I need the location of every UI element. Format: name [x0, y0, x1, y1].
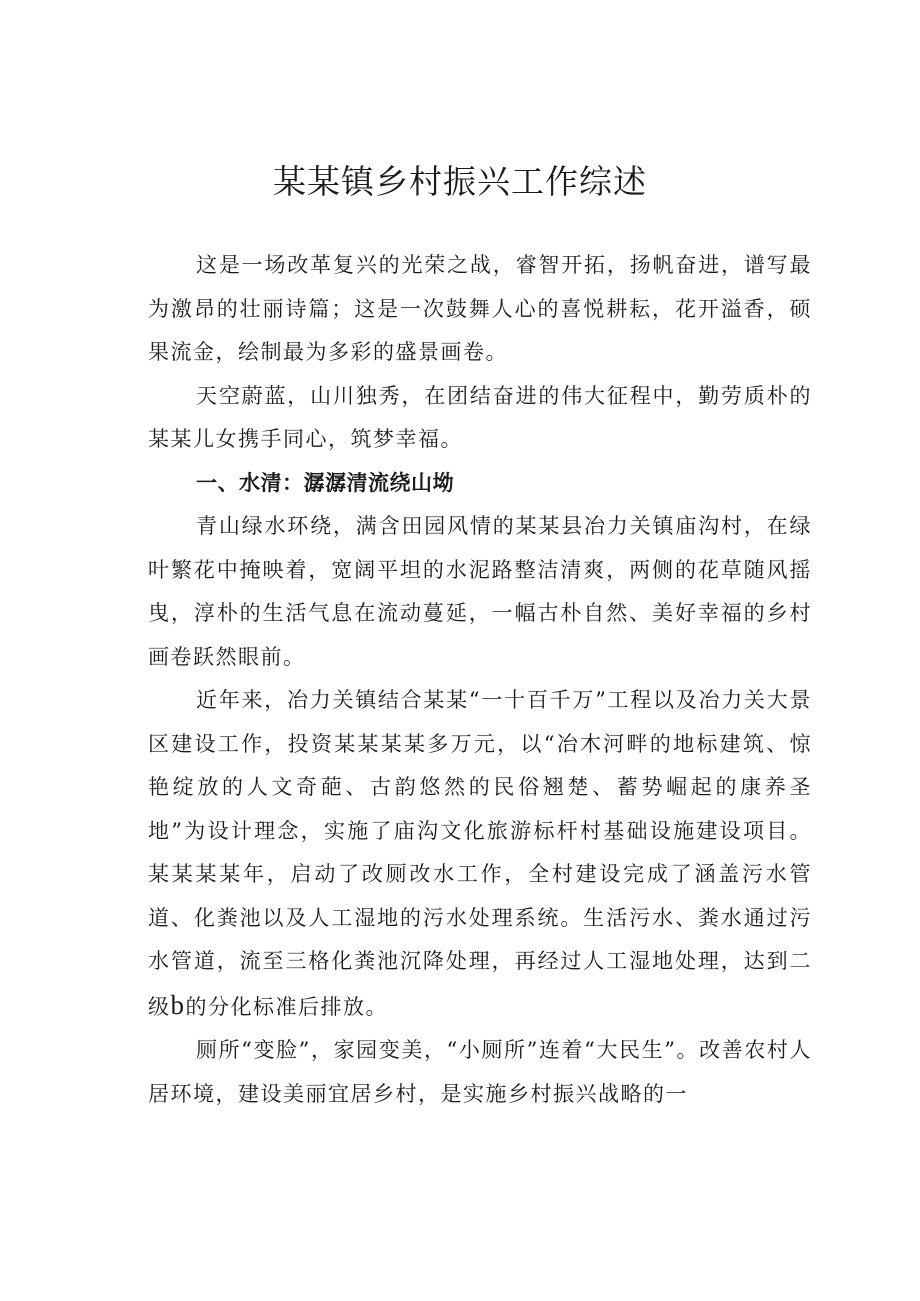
- document-title: 某某镇乡村振兴工作综述: [273, 162, 647, 201]
- paragraph-village: 青山绿水环绕，满含田园风情的某某县冶力关镇庙沟村，在绿叶繁花中掩映着，宽阔平坦的水泥路整洁清爽，两侧的花草随风摇曳，淳朴的生活气息在流动蔓延，一幅古朴自然、美好幸福的乡村画卷跃然眼前。: [148, 514, 812, 669]
- paragraph-intro: 这是一场改革复兴的光荣之战，睿智开拓，扬帆奋进，谱写最为激昂的壮丽诗篇；这是一次鼓舞人心的喜悦耕耘，花开溢香，硕果流金，绘制最为多彩的盛景画卷。: [148, 253, 812, 364]
- paragraph-project-text: 近年来，冶力关镇结合某某“一十百千万”工程以及冶力关大景区建设工作，投资某某某某多万元，以“冶木河畔的地标建筑、惊艳绽放的人文奇葩、古韵悠然的民俗翘楚、蓄势崛起的康养圣地”为设计理念，实施了庙沟文化旅游标杆村基础设施建设项目。某某某某年，启动了改厕改水工作，全村建设完成了涵盖污水管道、化粪池以及人工湿地的污水处理系统。生活污水、粪水通过污水管道，流至三格化粪池沉降处理，再经过人工湿地处理，达到二级: [148, 688, 812, 1019]
- paragraph-project: [148, 679, 812, 1029]
- grade-letter: b: [170, 989, 186, 1020]
- paragraph-project-tail: 的分化标准后排放。: [185, 994, 388, 1019]
- paragraph-toilet: 厕所“变脸”，家园变美，“小厕所”连着“大民生”。改善农村人居环境，建设美丽宜居乡村，是实施乡村振兴战略的一: [148, 1038, 812, 1106]
- paragraph-sky: 天空蔚蓝，山川独秀，在团结奋进的伟大征程中，勤劳质朴的某某儿女携手同心，筑梦幸福。: [148, 383, 812, 451]
- section-heading-water: 一、水清：潺潺清流绕山坳: [196, 470, 454, 495]
- document-body: [148, 244, 812, 1116]
